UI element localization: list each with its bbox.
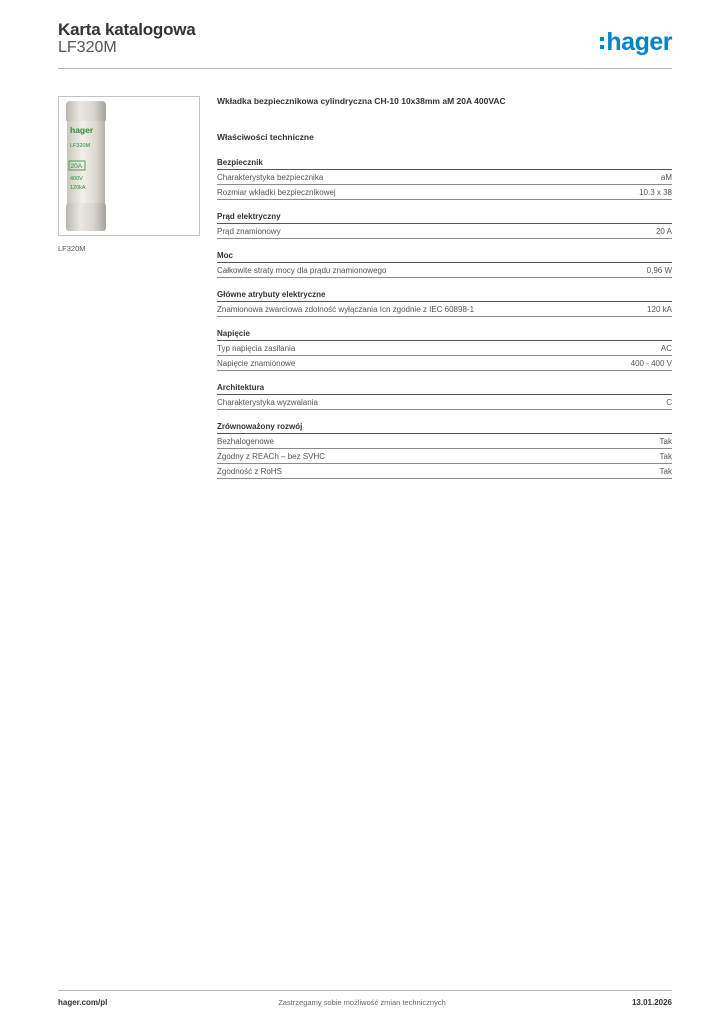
section-heading: Właściwości techniczne [217, 132, 314, 142]
spec-group [217, 212, 672, 239]
spec-value: 0,96 W [646, 266, 672, 275]
logo-text: hager [606, 28, 672, 56]
spec-group-title: Główne atrybuty elektryczne [217, 290, 672, 302]
footer-divider [58, 990, 672, 991]
footer-website-link[interactable]: hager.com/pl [58, 998, 108, 1007]
spec-group [217, 329, 672, 371]
spec-content [217, 96, 672, 491]
product-reference: LF320M [58, 39, 117, 56]
spec-group [217, 251, 672, 278]
spec-row [217, 356, 672, 371]
product-description: Wkładka bezpiecznikowa cylindryczna CH-10 10x38mm aM 20A 400VAC [217, 96, 506, 106]
spec-label: Typ napięcia zasilania [217, 344, 296, 353]
spec-value: 20 A [655, 227, 672, 236]
spec-label: Bezhalogenowe [217, 437, 274, 446]
spec-value: 120 kA [647, 305, 672, 314]
fuse-cartridge-icon [59, 97, 199, 235]
spec-label: Znamionowa zwarciowa zdolność wyłączania Icn zgodnie z IEC 60898-1 [217, 305, 475, 314]
spec-row [217, 449, 672, 464]
spec-row [217, 224, 672, 239]
spec-group [217, 383, 672, 410]
spec-value: aM [660, 173, 672, 182]
spec-groups [217, 158, 672, 479]
spec-value: C [666, 398, 672, 407]
spec-value: Tak [659, 467, 672, 476]
fuse-label-brand: hager [70, 125, 94, 135]
spec-group-title: Prąd elektryczny [217, 212, 672, 224]
spec-row [217, 464, 672, 479]
spec-label: Rozmiar wkładki bezpiecznikowej [217, 188, 336, 197]
footer-notice: Zastrzegamy sobie możliwość zmian technicznych [278, 998, 446, 1007]
spec-label: Charakterystyka wyzwalania [217, 398, 318, 407]
fuse-label-capacity: 120kA [70, 185, 86, 191]
spec-group-title: Napięcie [217, 329, 672, 341]
spec-row [217, 263, 672, 278]
spec-value: AC [660, 344, 672, 353]
spec-label: Charakterystyka bezpiecznika [217, 173, 324, 182]
spec-label: Całkowite straty mocy dla prądu znamionowego [217, 266, 387, 275]
spec-row [217, 434, 672, 449]
header-divider [58, 68, 672, 69]
fuse-label-code: LF320M [70, 143, 91, 149]
spec-group-title: Architektura [217, 383, 672, 395]
spec-value: Tak [659, 437, 672, 446]
spec-group [217, 290, 672, 317]
footer-date: 13.01.2026 [631, 998, 672, 1007]
spec-label: Napięcie znamionowe [217, 359, 296, 368]
page-title: Karta katalogowa [58, 20, 196, 39]
spec-group-title: Zrównoważony rozwój [217, 422, 672, 434]
spec-row [217, 170, 672, 185]
spec-value: 400 - 400 V [630, 359, 672, 368]
spec-row [217, 185, 672, 200]
spec-group [217, 422, 672, 479]
spec-row [217, 302, 672, 317]
spec-label: Prąd znamionowy [217, 227, 281, 236]
spec-group-title: Bezpiecznik [217, 158, 672, 170]
spec-group [217, 158, 672, 200]
spec-row [217, 341, 672, 356]
product-image [58, 96, 200, 236]
spec-row [217, 395, 672, 410]
spec-label: Zgodność z RoHS [217, 467, 282, 476]
hager-logo [600, 28, 672, 57]
spec-value: Tak [659, 452, 672, 461]
fuse-label-voltage: 400V [70, 176, 83, 182]
spec-value: 10.3 x 38 [639, 188, 672, 197]
spec-group-title: Moc [217, 251, 672, 263]
image-caption: LF320M [58, 244, 86, 253]
logo-dots-icon [600, 37, 604, 49]
spec-label: Zgodny z REACh – bez SVHC [217, 452, 326, 461]
fuse-label-rating: 20A [70, 163, 83, 170]
